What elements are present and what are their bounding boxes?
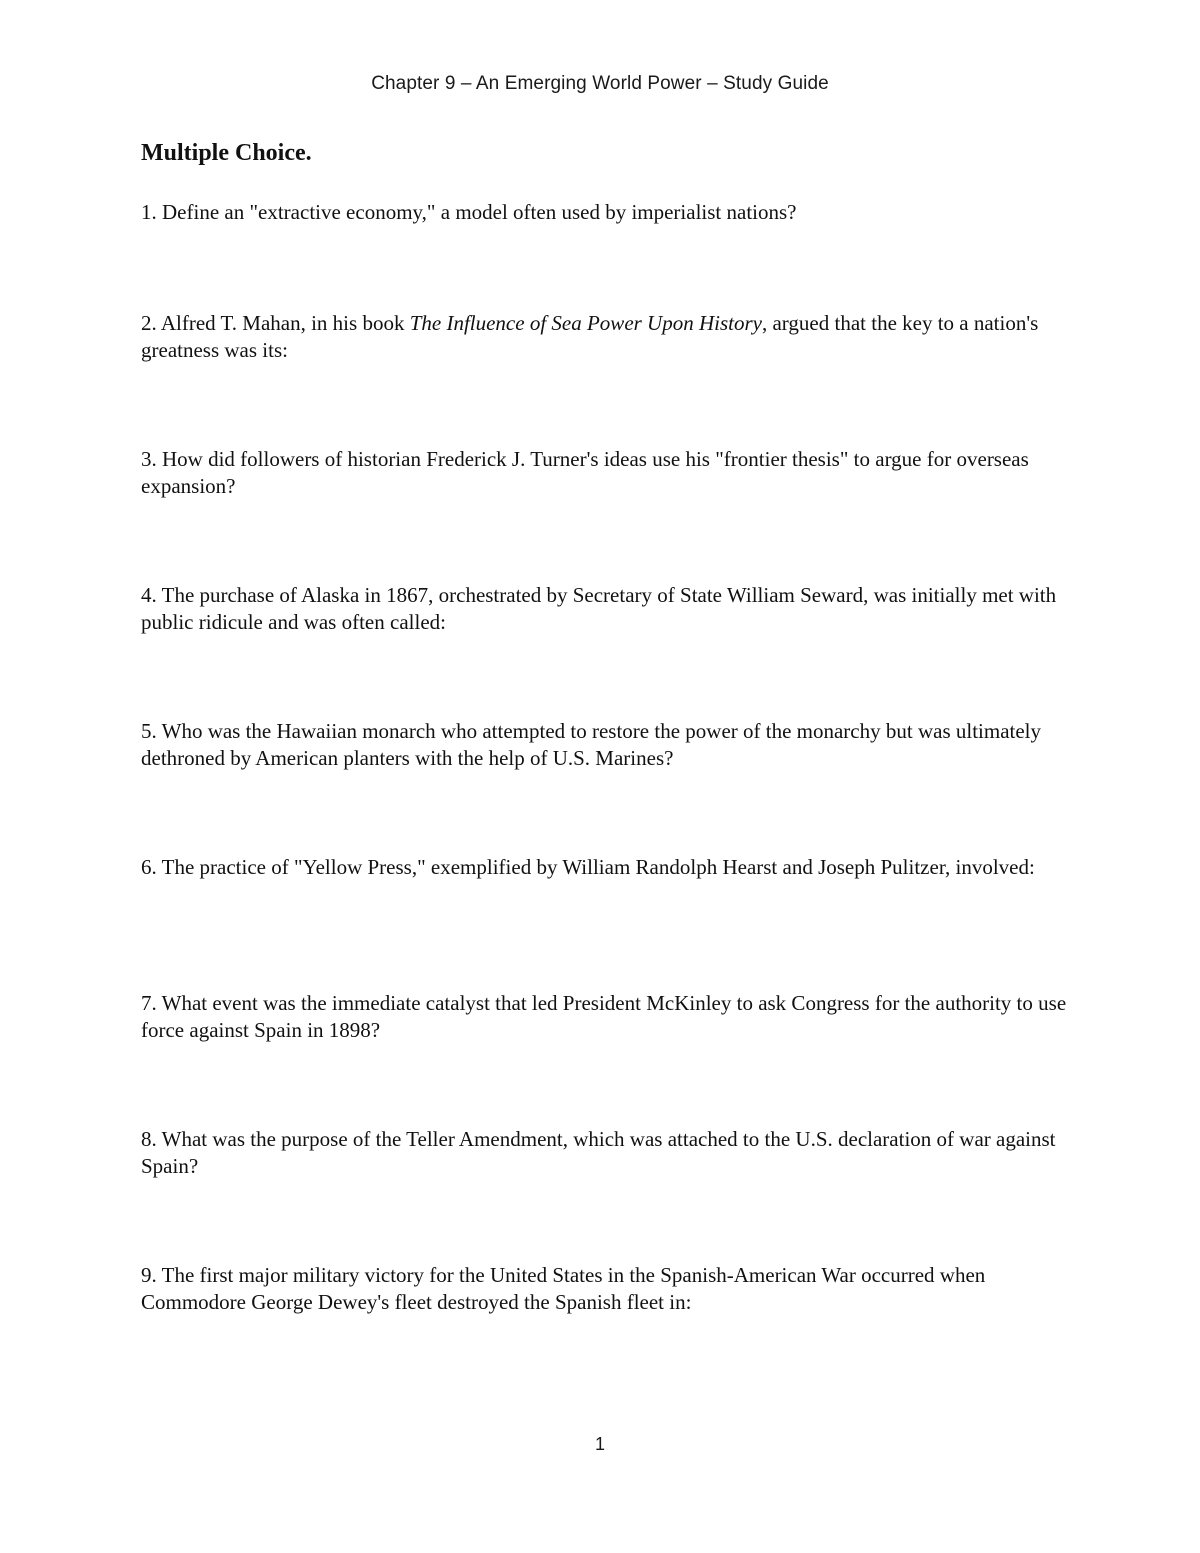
question-7: 7. What event was the immediate catalyst that led President McKinley to ask Congress for the authority to use force against Spain in 1898? — [141, 991, 1067, 1042]
question-9: 9. The first major military victory for the United States in the Spanish-American War occurred when Commodore George Dewey's fleet destroyed the Spanish fleet in: — [141, 1263, 986, 1314]
question-2 — [141, 310, 1071, 364]
page-number: 1 — [594, 1434, 605, 1454]
question-1: 1. Define an "extractive economy," a model often used by imperialist nations? — [141, 200, 797, 224]
question-3: 3. How did followers of historian Frederick J. Turner's ideas use his "frontier thesis" to argue for overseas expansion? — [141, 447, 1029, 498]
question-2-lead: 2. Alfred T. Mahan, in his book — [141, 311, 410, 335]
question-2-tail: , argued that the key to a nation's greatness was its: — [141, 311, 1039, 362]
question-5: 5. Who was the Hawaiian monarch who attempted to restore the power of the monarchy but was ultimately dethroned by American planters with the help of U.S. Marines? — [141, 719, 1042, 770]
question-2-book-title: The Influence of Sea Power Upon History — [409, 311, 762, 335]
question-8: 8. What was the purpose of the Teller Amendment, which was attached to the U.S. declaration of war against Spain? — [141, 1127, 1056, 1178]
question-4: 4. The purchase of Alaska in 1867, orchestrated by Secretary of State William Seward, was initially met with public ridicule and was often called: — [141, 583, 1057, 634]
section-heading: Multiple Choice. — [141, 140, 312, 166]
question-6: 6. The practice of "Yellow Press," exemplified by William Randolph Hearst and Joseph Pulitzer, involved: — [141, 855, 1035, 879]
running-header: Chapter 9 – An Emerging World Power – Study Guide — [371, 73, 829, 94]
